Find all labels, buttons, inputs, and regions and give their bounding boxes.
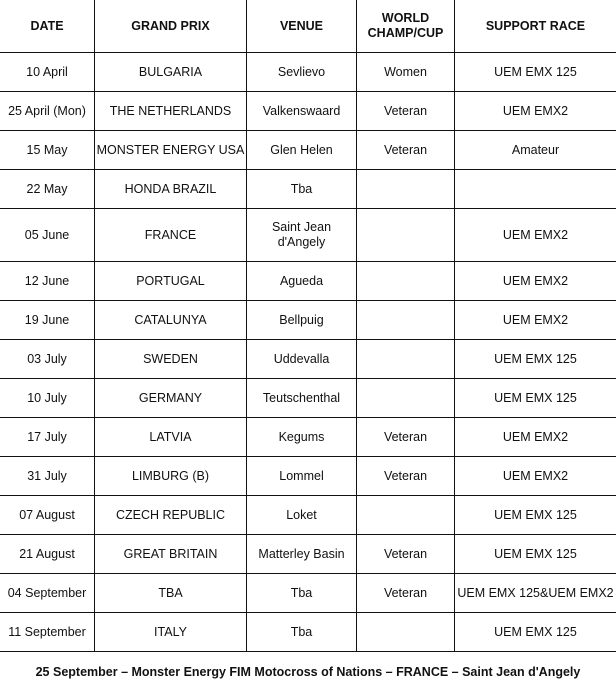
venue-cell: Uddevalla — [247, 340, 357, 378]
venue-cell: Agueda — [247, 262, 357, 300]
venue-cell: Sevlievo — [247, 53, 357, 91]
support-race-cell: UEM EMX2 — [502, 312, 569, 327]
world-champ-cup-cell: Veteran — [357, 92, 455, 130]
grand-prix-cell: GREAT BRITAIN — [95, 535, 247, 573]
date-cell: 19 June — [0, 301, 95, 339]
venue-cell: Teutschenthal — [247, 379, 357, 417]
venue-cell: Kegums — [247, 418, 357, 456]
grand-prix-cell: CZECH REPUBLIC — [95, 496, 247, 534]
table-row — [0, 379, 616, 418]
table-row — [0, 574, 616, 613]
date-cell: 17 July — [0, 418, 95, 456]
world-champ-cup-cell: Veteran — [357, 535, 455, 573]
date-cell: 25 April (Mon) — [0, 92, 95, 130]
header-venue: VENUE — [247, 0, 357, 52]
world-champ-cup-cell — [357, 209, 455, 261]
venue-cell: Matterley Basin — [247, 535, 357, 573]
date-cell: 03 July — [0, 340, 95, 378]
support-race-cell: UEM EMX 125 — [494, 624, 577, 639]
grand-prix-cell: MONSTER ENERGY USA — [95, 131, 247, 169]
world-champ-cup-cell — [357, 496, 455, 534]
world-champ-cup-cell — [357, 379, 455, 417]
world-champ-cup-cell — [357, 170, 455, 208]
date-cell: 10 July — [0, 379, 95, 417]
venue-cell: Tba — [247, 613, 357, 651]
venue-cell: Saint Jean d'Angely — [247, 209, 357, 261]
world-champ-cup-cell: Veteran — [357, 418, 455, 456]
venue-cell: Bellpuig — [247, 301, 357, 339]
support-race-cell: UEM EMX2 — [502, 227, 569, 242]
header-support-race: SUPPORT RACE — [485, 18, 586, 33]
header-grand-prix: GRAND PRIX — [95, 0, 247, 52]
grand-prix-cell: FRANCE — [95, 209, 247, 261]
date-cell: 05 June — [0, 209, 95, 261]
world-champ-cup-cell: Veteran — [357, 574, 455, 612]
grand-prix-cell: THE NETHERLANDS — [95, 92, 247, 130]
grand-prix-cell: SWEDEN — [95, 340, 247, 378]
date-cell: 07 August — [0, 496, 95, 534]
grand-prix-cell: CATALUNYA — [95, 301, 247, 339]
world-champ-cup-cell: Women — [357, 53, 455, 91]
table-row — [0, 457, 616, 496]
date-cell: 22 May — [0, 170, 95, 208]
date-cell: 15 May — [0, 131, 95, 169]
support-race-cell: UEM EMX 125 — [494, 507, 577, 522]
support-race-cell: Amateur — [511, 142, 560, 157]
grand-prix-cell: ITALY — [95, 613, 247, 651]
table-row — [0, 131, 616, 170]
table-row — [0, 92, 616, 131]
header-date: DATE — [0, 0, 95, 52]
support-race-cell: UEM EMX2 — [502, 273, 569, 288]
venue-cell: Loket — [247, 496, 357, 534]
venue-cell: Tba — [247, 574, 357, 612]
support-race-cell: UEM EMX 125&UEM EMX2 — [457, 585, 614, 600]
table-row — [0, 418, 616, 457]
table-row — [0, 170, 616, 209]
table-row — [0, 340, 616, 379]
date-cell: 12 June — [0, 262, 95, 300]
venue-cell: Lommel — [247, 457, 357, 495]
table-row — [0, 496, 616, 535]
world-champ-cup-cell — [357, 301, 455, 339]
grand-prix-cell: GERMANY — [95, 379, 247, 417]
grand-prix-cell: PORTUGAL — [95, 262, 247, 300]
world-champ-cup-cell: Veteran — [357, 457, 455, 495]
table-header-row — [0, 0, 616, 53]
grand-prix-cell: LIMBURG (B) — [95, 457, 247, 495]
venue-cell: Tba — [247, 170, 357, 208]
support-race-cell: UEM EMX2 — [502, 468, 569, 483]
date-cell: 04 September — [0, 574, 95, 612]
support-race-cell: UEM EMX 125 — [494, 390, 577, 405]
table-row — [0, 301, 616, 340]
support-race-cell — [455, 170, 616, 208]
nations-footer: 25 September – Monster Energy FIM Motocross of Nations – FRANCE – Saint Jean d'Angely — [35, 664, 581, 679]
date-cell: 10 April — [0, 53, 95, 91]
world-champ-cup-cell — [357, 340, 455, 378]
date-cell: 31 July — [0, 457, 95, 495]
venue-cell: Glen Helen — [247, 131, 357, 169]
table-row — [0, 613, 616, 652]
table-row — [0, 535, 616, 574]
venue-cell: Valkenswaard — [247, 92, 357, 130]
world-champ-cup-cell — [357, 262, 455, 300]
support-race-cell: UEM EMX2 — [502, 103, 569, 118]
world-champ-cup-cell: Veteran — [357, 131, 455, 169]
support-race-cell: UEM EMX2 — [502, 429, 569, 444]
date-cell: 21 August — [0, 535, 95, 573]
grand-prix-cell: LATVIA — [95, 418, 247, 456]
table-row — [0, 53, 616, 92]
grand-prix-cell: BULGARIA — [95, 53, 247, 91]
grand-prix-cell: HONDA BRAZIL — [95, 170, 247, 208]
date-cell: 11 September — [0, 613, 95, 651]
world-champ-cup-cell — [357, 613, 455, 651]
header-world-champ-cup: WORLD CHAMP/CUP — [357, 0, 455, 52]
table-row — [0, 262, 616, 301]
grand-prix-cell: TBA — [95, 574, 247, 612]
support-race-cell: UEM EMX 125 — [494, 546, 577, 561]
table-row — [0, 209, 616, 262]
support-race-cell: UEM EMX 125 — [494, 351, 577, 366]
support-race-cell: UEM EMX 125 — [494, 64, 577, 79]
